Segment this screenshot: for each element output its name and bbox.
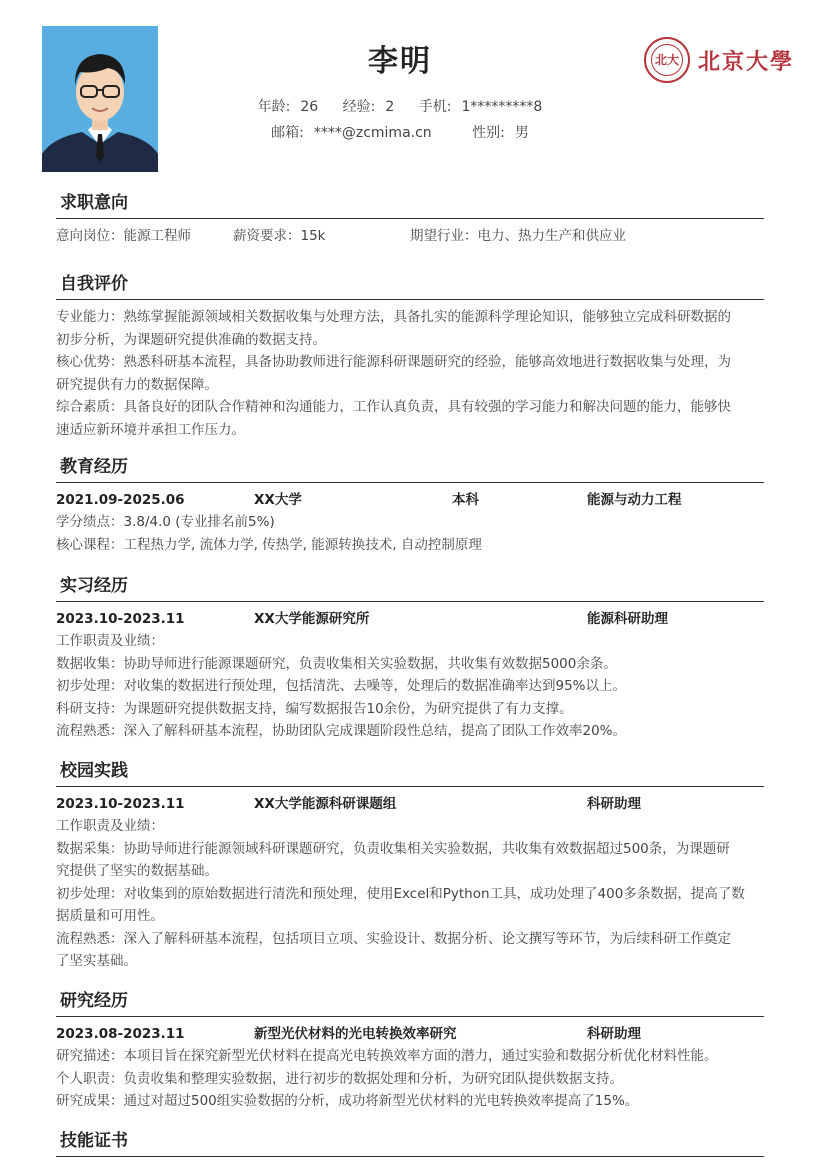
text-line: 核心课程：工程热力学, 流体力学, 传热学, 能源转换技术, 自动控制原理 [56,536,482,553]
section-campus-practice [56,756,764,973]
text-line: 了坚实基础。 [56,953,137,969]
info-line-2 [200,122,600,142]
internship-date: 2023.10-2023.11 [56,611,185,627]
internship-extra [452,608,587,630]
education-date: 2021.09-2025.06 [56,492,185,508]
phone-field: 手机: 1*********8 [418,99,543,115]
research-role: 科研助理 [587,1026,641,1042]
section-title: 自我评价 [56,269,764,300]
section-title: 教育经历 [56,452,764,483]
section-skills [56,1126,764,1163]
intent-row [56,225,764,247]
text-line: 初步分析，为课题研究提供准确的数据支持。 [56,331,326,348]
text-line: 初步处理：对收集到的原始数据进行清洗和预处理，使用Excel和Python工具，成功处理了400多条数据，提高了数 [56,885,745,902]
campus-header-row [56,793,764,815]
text-line: 初步处理：对收集的数据进行预处理，包括清洗、去噪等，处理后的数据准确率达到95%以上。 [56,678,627,694]
text-line: 研究提供有力的数据保障。 [56,376,218,393]
intent-industry: 期望行业：电力、热力生产和供应业 [410,228,626,244]
experience-field: 经验: 2 [342,99,395,115]
text-line: 个人职责：负责收集和整理实验数据，进行初步的数据处理和分析，为研究团队提供数据支持。 [56,1070,623,1087]
text-line: 数据采集：协助导师进行能源领域科研课题研究，负责收集相关实验数据，共收集有效数据超过500条，为课题研 [56,840,730,857]
info-line-1 [200,96,600,116]
text-line: 综合素质：具备良好的团队合作精神和沟通能力，工作认真负责，具有较强的学习能力和解决问题的能力，能够快 [56,399,731,415]
text-line: 究提供了坚实的数据基础。 [56,863,218,879]
section-education [56,452,764,556]
section-job-intent [56,188,764,247]
research-date: 2023.08-2023.11 [56,1026,185,1042]
internship-role: 能源科研助理 [587,611,668,627]
text-line: 据质量和可用性。 [56,908,164,924]
university-seal-icon: 北大 [644,37,690,83]
education-header-row [56,489,764,511]
research-header-row [56,1023,764,1045]
internship-org: XX大学能源研究所 [254,611,370,627]
age-field: 年龄: 26 [257,99,319,115]
text-line: 研究描述：本项目旨在探究新型光伏材料在提高光电转换效率方面的潜力，通过实验和数据分析优化材料性能。 [56,1048,718,1064]
section-title: 实习经历 [56,571,764,602]
text-line: 工作职责及业绩： [56,818,164,834]
campus-role: 科研助理 [587,796,641,812]
profile-photo [42,26,158,172]
university-logo: 北大 北京大學 [644,36,794,84]
education-school: XX大学 [254,492,302,508]
section-title: 研究经历 [56,986,764,1017]
section-title: 技能证书 [56,1126,764,1157]
text-line: 核心优势：熟悉科研基本流程，具备协助教师进行能源科研课题研究的经验，能够高效地进行数据收集与处理，为 [56,354,731,370]
text-line: 数据收集：协助导师进行能源课题研究，负责收集相关实验数据，共收集有效数据5000余条。 [56,655,617,672]
section-self-evaluation [56,269,764,441]
campus-date: 2023.10-2023.11 [56,796,185,812]
person-portrait-icon [42,26,158,172]
section-title: 求职意向 [56,188,764,219]
intent-salary: 薪资要求：15k [233,228,326,244]
education-major: 能源与动力工程 [587,492,682,508]
internship-header-row [56,608,764,630]
email-field: 邮箱: ****@zcmima.cn [271,125,432,141]
candidate-name: 李明 [368,44,432,79]
text-line: 流程熟悉：深入了解科研基本流程，包括项目立项、实验设计、数据分析、论文撰写等环节，为后续科研工作奠定 [56,930,731,947]
text-line: 科研支持：为课题研究提供数据支持，编写数据报告10余份，为研究提供了有力支撑。 [56,700,573,717]
text-line: 研究成果：通过对超过500组实验数据的分析，成功将新型光伏材料的光电转换效率提高了15%。 [56,1093,639,1109]
text-line: 流程熟悉：深入了解科研基本流程，协助团队完成课题阶段性总结，提高了团队工作效率20%。 [56,723,627,739]
campus-org: XX大学能源科研课题组 [254,796,397,812]
intent-position: 意向岗位：能源工程师 [56,228,191,244]
section-title: 校园实践 [56,756,764,787]
text-line: 速适应新环境并承担工作压力。 [56,421,245,438]
section-internship [56,571,764,743]
education-degree: 本科 [452,492,479,508]
research-project: 新型光伏材料的光电转换效率研究 [254,1026,457,1042]
text-line: 工作职责及业绩： [56,633,164,649]
gender-field: 性别: 男 [472,125,529,141]
section-research [56,986,764,1113]
text-line: 学分绩点：3.8/4.0 (专业排名前5%) [56,514,275,530]
text-line: 专业能力：熟练掌握能源领域相关数据收集与处理方法，具备扎实的能源科学理论知识，能够独立完成科研数据的 [56,309,731,325]
